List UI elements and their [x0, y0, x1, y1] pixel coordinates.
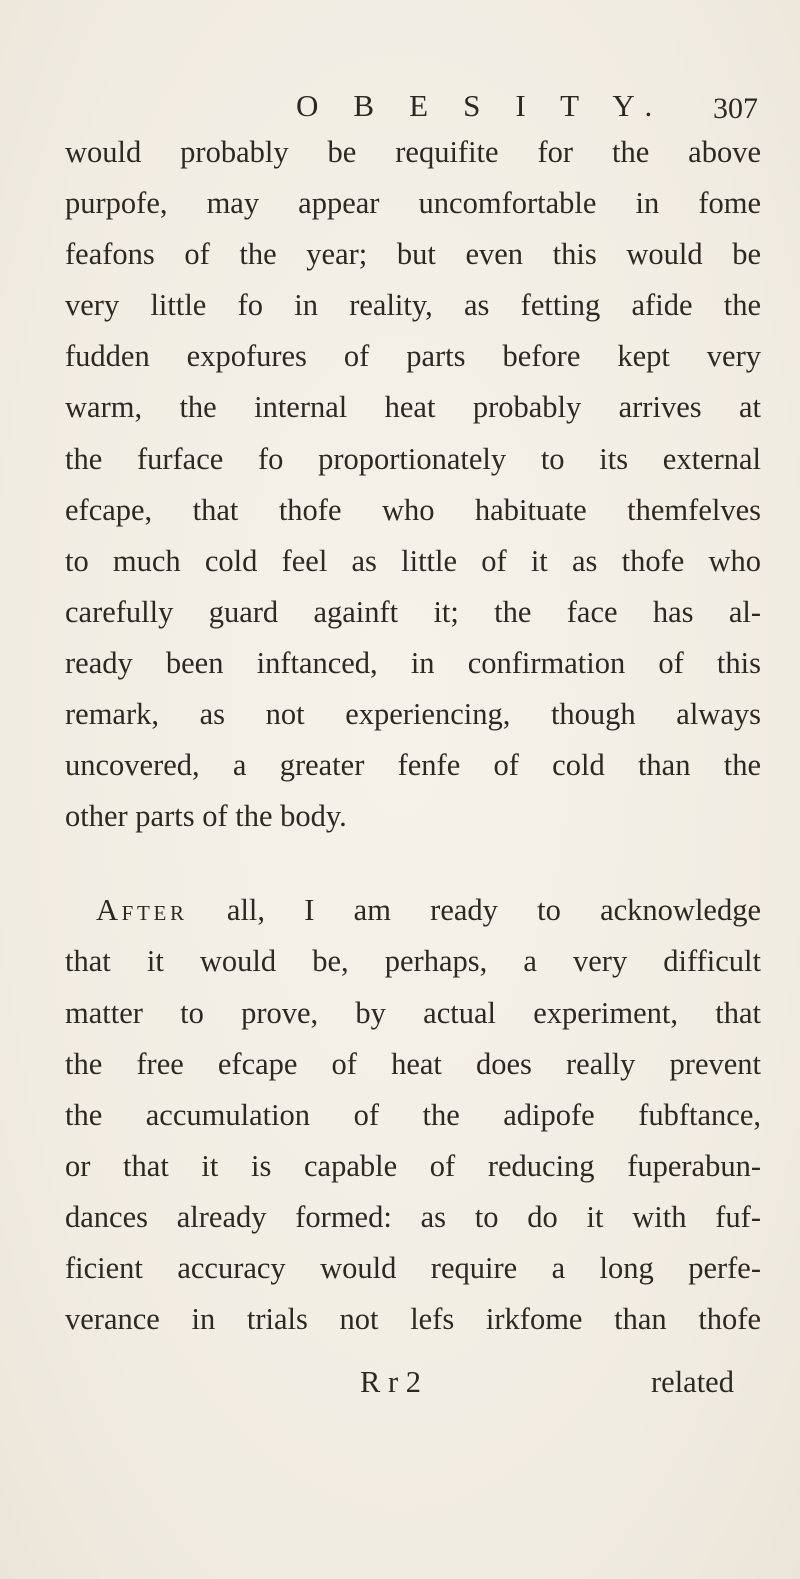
text-line: remark, as not experiencing, though always	[65, 697, 761, 732]
text-line: the furface fo proportionately to its external	[65, 441, 761, 476]
page-number: 307	[713, 92, 758, 125]
text-line: matter to prove, by actual experiment, that	[65, 995, 761, 1030]
paragraph-opening-line	[65, 885, 761, 936]
opening-word: After	[96, 893, 188, 928]
text-line: carefully guard againft it; the face has al-	[65, 594, 761, 629]
text-line: verance in trials not lefs irkfome than thofe	[65, 1302, 761, 1337]
catchword: related	[651, 1365, 734, 1399]
text-line: uncovered, a greater fenfe of cold than the	[65, 748, 761, 783]
text-line: warm, the internal heat probably arrives at	[65, 390, 761, 425]
text-line: purpofe, may appear uncomfortable in fome	[65, 186, 761, 221]
signature-mark: R r 2	[360, 1365, 421, 1399]
text-line: dances already formed: as to do it with fuf-	[65, 1199, 761, 1234]
text-line: would probably be requifite for the above	[65, 135, 761, 169]
text-line: ficient accuracy would require a long perfe-	[65, 1250, 761, 1285]
text-line: ready been inftanced, in confirmation of this	[65, 645, 761, 680]
text-line: the accumulation of the adipofe fubftance,	[65, 1097, 761, 1132]
text-line: feafons of the year; but even this would be	[65, 237, 761, 272]
text-line: very little fo in reality, as fetting afide the	[65, 288, 761, 323]
text-line: to much cold feel as little of it as thofe who	[65, 543, 761, 578]
text-line: other parts of the body.	[65, 799, 347, 834]
text-line: fudden expofures of parts before kept very	[65, 339, 761, 374]
text-line: the free efcape of heat does really prevent	[65, 1046, 761, 1081]
paragraph-gap	[65, 842, 761, 885]
text-line: that it would be, perhaps, a very difficult	[65, 944, 761, 979]
text-line: efcape, that thofe who habituate themfelves	[65, 492, 761, 527]
body-text	[65, 127, 761, 1345]
opening-line-rest: all, I am ready to acknowledge	[187, 893, 761, 928]
running-head	[0, 88, 800, 128]
running-title: O B E S I T Y.	[296, 88, 666, 123]
text-line: or that it is capable of reducing fuperabun-	[65, 1148, 761, 1183]
